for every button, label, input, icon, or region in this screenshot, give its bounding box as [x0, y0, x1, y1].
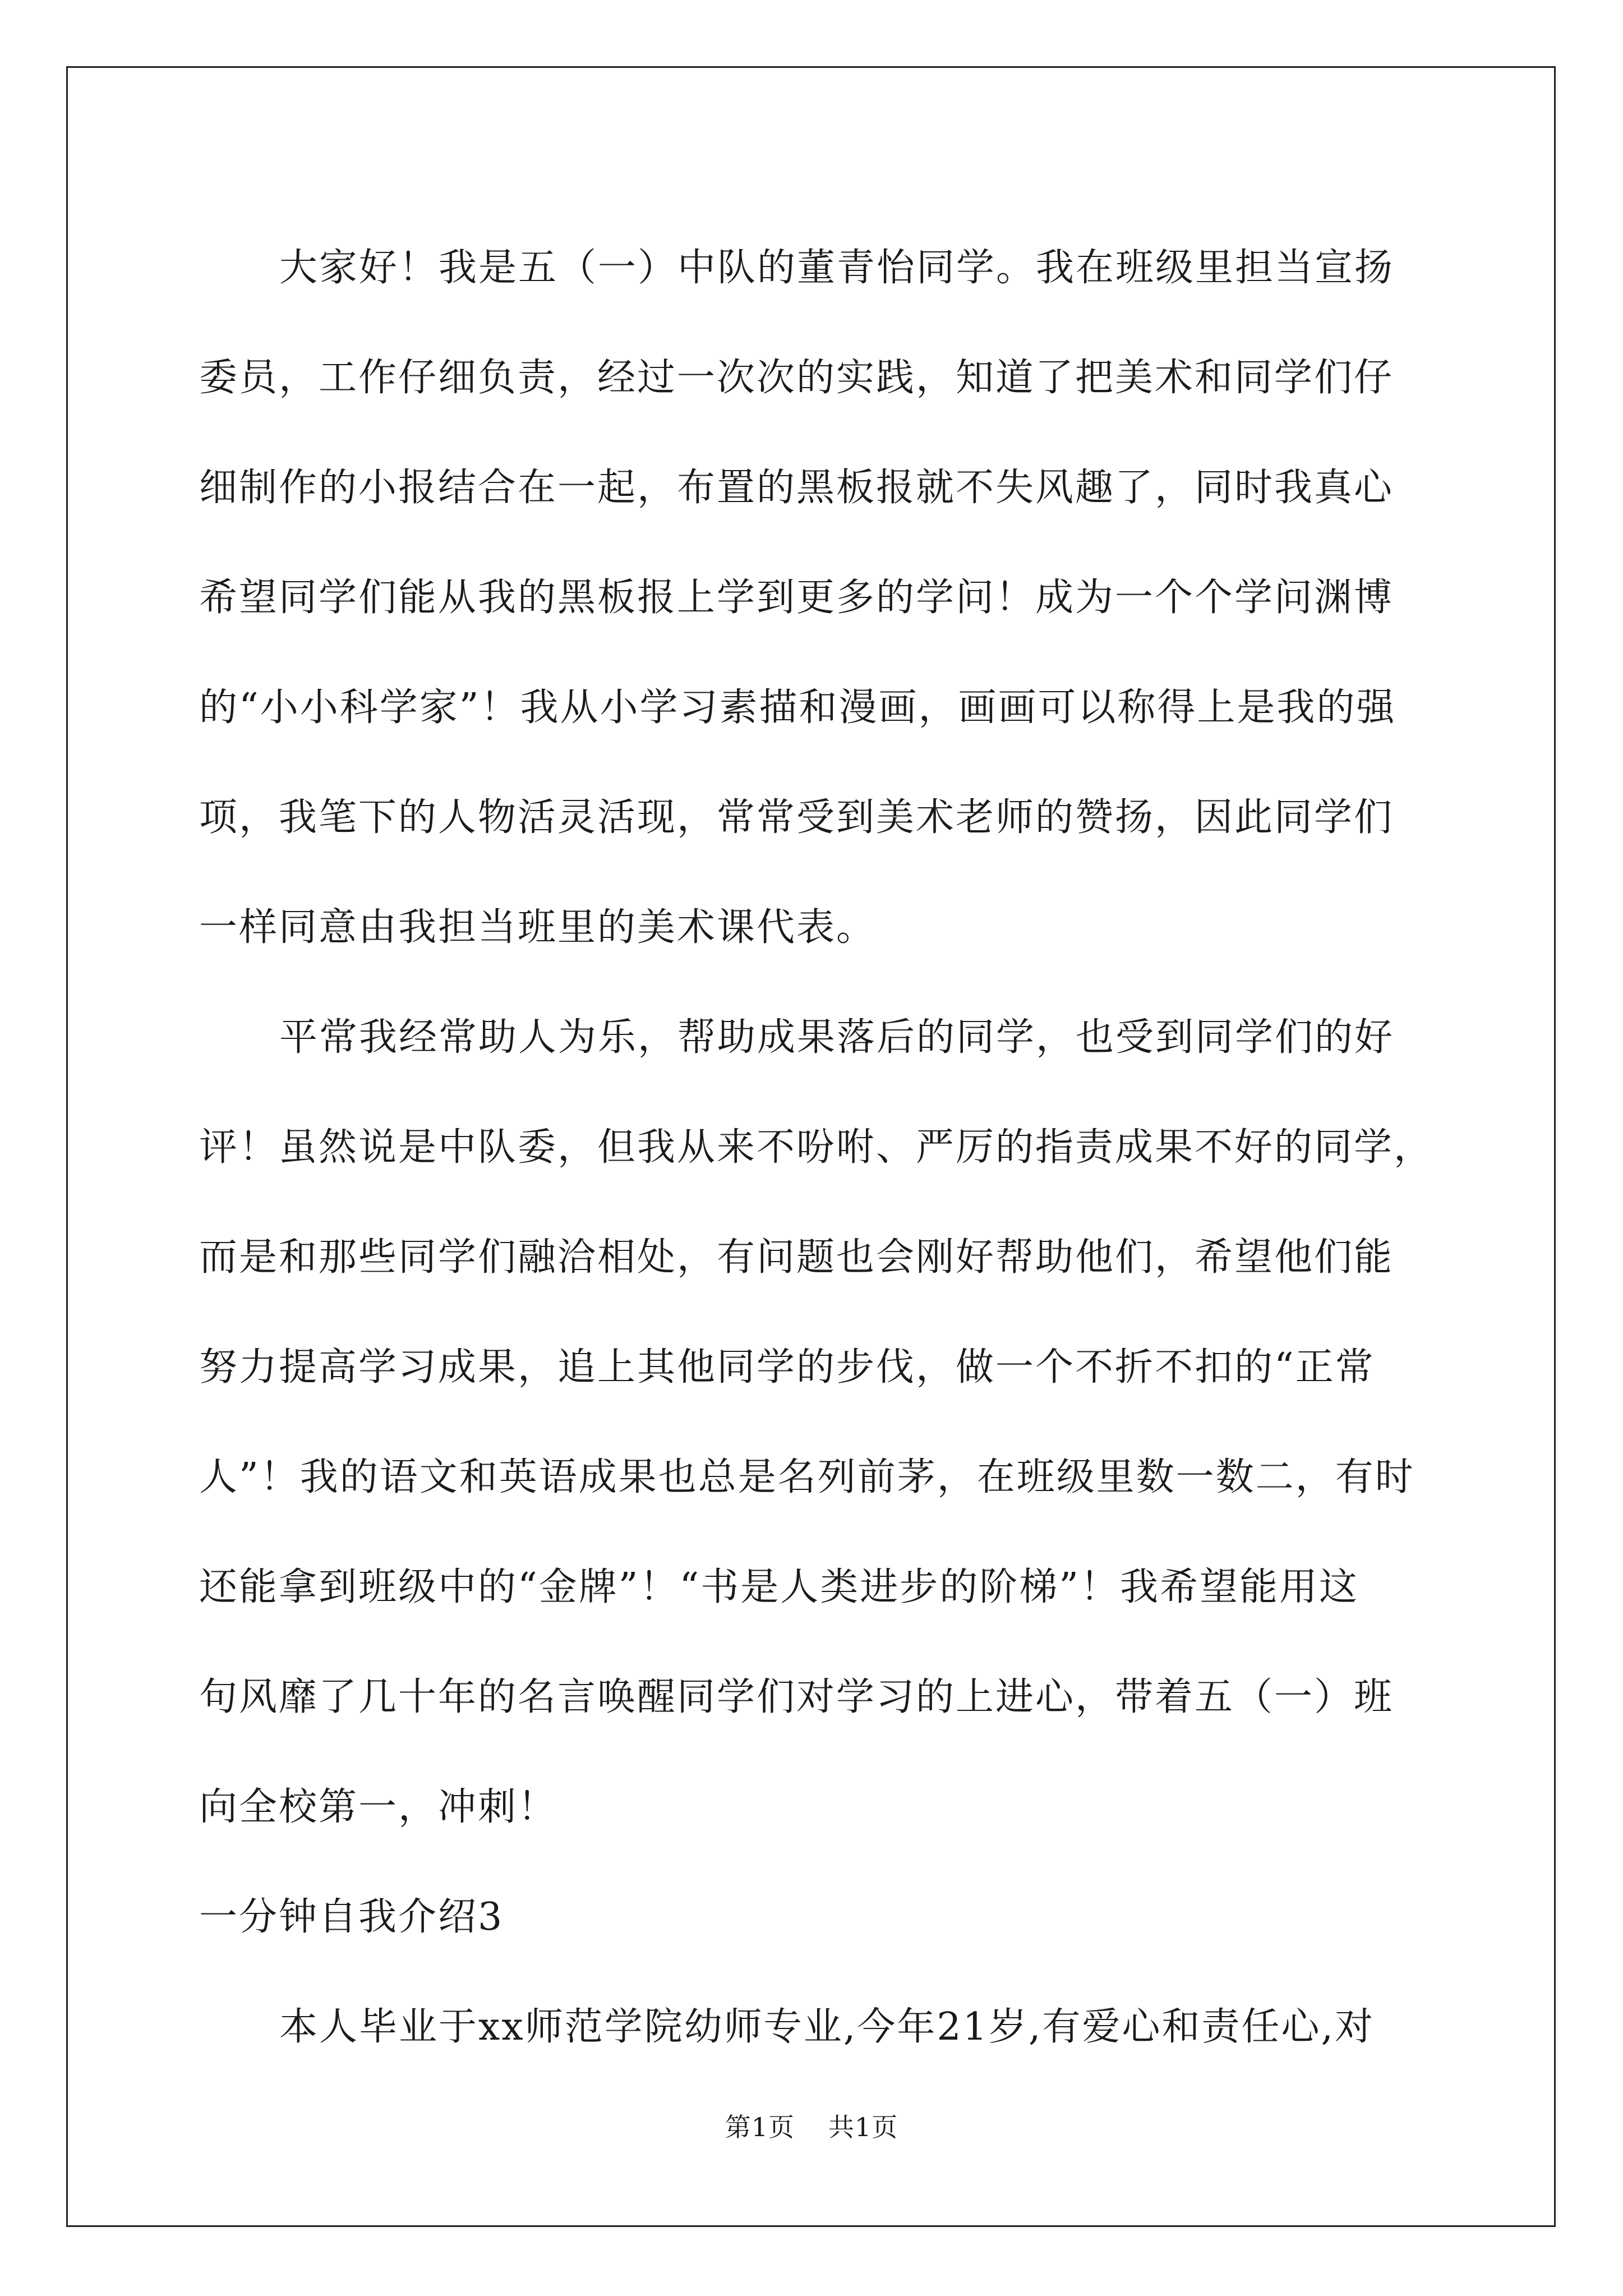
text-line: 一样同意由我担当班里的美术课代表。	[199, 905, 877, 950]
text-line: 的“小小科学家”！我从小学习素描和漫画，画画可以称得上是我的强	[199, 685, 1396, 730]
page-number-current: 第1页	[725, 2112, 795, 2142]
section-heading: 一分钟自我介绍3	[199, 1895, 504, 1939]
text-line: 项，我笔下的人物活灵活现，常常受到美术老师的赞扬，因此同学们	[199, 795, 1394, 840]
paragraph-1	[199, 213, 1444, 983]
document-body	[199, 213, 1444, 2082]
text-line: 平常我经常助人为乐，帮助成果落后的同学，也受到同学们的好	[279, 1015, 1395, 1060]
text-line: 评！虽然说是中队委，但我从来不吩咐、严厉的指责成果不好的同学，	[199, 1125, 1434, 1170]
page-footer	[0, 2110, 1623, 2144]
text-line: 努力提高学习成果，追上其他同学的步伐，做一个不折不扣的“正常	[199, 1345, 1375, 1389]
text-line: 还能拿到班级中的“金牌”！“书是人类进步的阶梯”！我希望能用这	[199, 1565, 1359, 1609]
text-line: 委员，工作仔细负责，经过一次次的实践，知道了把美术和同学们仔	[199, 356, 1394, 400]
text-line: 细制作的小报结合在一起，布置的黑板报就不失风趣了，同时我真心	[199, 466, 1394, 510]
text-line: 句风靡了几十年的名言唤醒同学们对学习的上进心，带着五（一）班	[199, 1675, 1394, 1719]
page-number-total: 共1页	[828, 2112, 898, 2142]
text-line: 向全校第一，冲刺！	[199, 1785, 558, 1829]
text-line: 希望同学们能从我的黑板报上学到更多的学问！成为一个个学问渊博	[199, 576, 1394, 620]
paragraph-2	[199, 983, 1444, 1862]
text-line: 而是和那些同学们融洽相处，有问题也会刚好帮助他们，希望他们能	[199, 1235, 1394, 1280]
paragraph-3	[199, 1972, 1444, 2082]
text-line: 大家好！我是五（一）中队的董青怡同学。我在班级里担当宣扬	[279, 246, 1395, 290]
text-line: 人”！我的语文和英语成果也总是名列前茅，在班级里数一数二，有时	[199, 1455, 1415, 1499]
text-line: 本人毕业于xx师范学院幼师专业,今年21岁,有爱心和责任心,对	[279, 2005, 1375, 2049]
